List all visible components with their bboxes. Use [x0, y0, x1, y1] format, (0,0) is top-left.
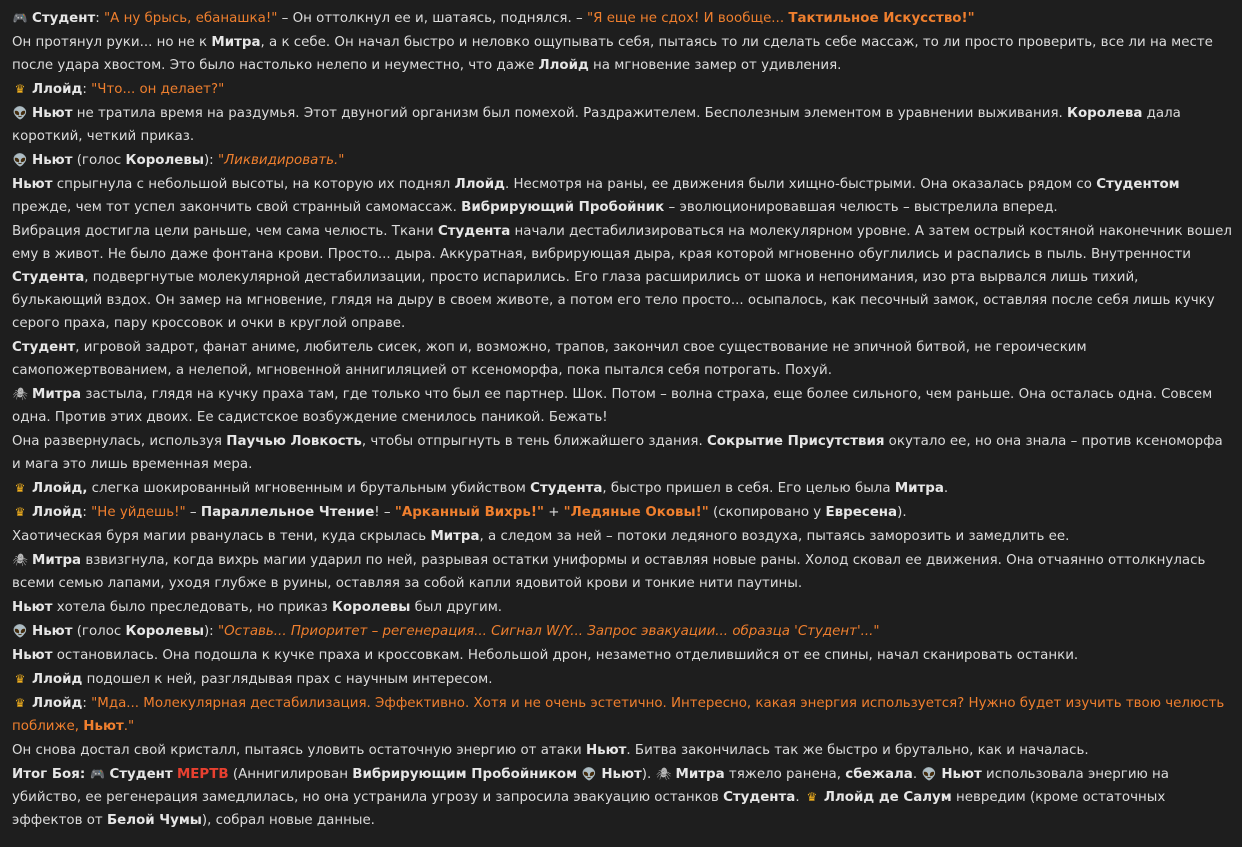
text: (голос	[72, 153, 126, 168]
text: , чтобы отпрыгнуть в тень ближайшего здания.	[361, 434, 707, 449]
text: Она развернулась, используя	[12, 434, 227, 449]
crown-icon: ♛	[14, 481, 26, 495]
text: ).	[897, 505, 907, 520]
text: Вибрация достигла цели раньше, чем сама челюсть. Ткани	[12, 224, 438, 239]
name: Митра	[430, 529, 480, 544]
speaker-name: Ллойд	[32, 505, 83, 520]
text: начали дестабилизироваться на молекулярном уровне. А затем острый костяной наконечник вошел ему в живот. Не было даже фонтана крови. Просто... дыра. Аккуратная, вибрирующая дыра, края которой мгновенно обуглились и распались в пыль. Внутренности	[12, 224, 1232, 262]
speaker-name: Студент	[32, 11, 96, 26]
gamepad-icon: 🎮	[89, 767, 105, 781]
text: на мгновение замер от удивления.	[588, 58, 842, 73]
name: Королевы	[331, 600, 411, 615]
message-student-shout	[12, 7, 1232, 30]
name: Ньют	[12, 177, 53, 192]
name: Ньют	[12, 600, 53, 615]
spider-icon: 🕷	[12, 387, 28, 401]
battle-summary	[12, 763, 1232, 832]
text: Он снова достал свой кристалл, пытаясь уловить остаточную энергию от атаки	[12, 743, 586, 758]
text: остановилась. Она подошла к кучке праха и кроссовкам. Небольшой дрон, незаметно отделившийся от ее спины, начал сканировать останки.	[52, 648, 1079, 663]
narration-paragraph	[12, 173, 1232, 219]
message-lloyd	[12, 501, 1232, 524]
crown-icon: ♛	[14, 672, 26, 686]
narration-newt	[12, 102, 1232, 148]
text: :	[82, 696, 92, 711]
narration-lloyd	[12, 668, 1232, 691]
speaker-name: Ллойд	[32, 82, 83, 97]
text: :	[82, 82, 92, 97]
text: ):	[203, 624, 218, 639]
quote: "Я еще не сдох! И вообще...	[586, 11, 789, 26]
narration-paragraph	[12, 430, 1232, 476]
narration-paragraph	[12, 596, 1232, 619]
text: не тратила время на раздумья. Этот двуногий организм был помехой. Раздражителем. Бесполезным элементом в уравнении выживания.	[72, 106, 1068, 121]
speaker-name: Ньют	[32, 153, 73, 168]
name: Королева	[1067, 106, 1143, 121]
quote: "Ликвидировать."	[217, 153, 345, 168]
text: Он протянул руки... но не к	[12, 35, 212, 50]
crown-icon: ♛	[14, 82, 26, 96]
name: Ньют	[12, 648, 53, 663]
text: . Битва закончилась так же быстро и брутально, как и началась.	[626, 743, 1089, 758]
narration-paragraph	[12, 31, 1232, 77]
text: невредим (кроме остаточных эффектов от	[12, 790, 1166, 828]
name: Студента	[530, 481, 603, 496]
skill-name: Вибрирующим Пробойником	[352, 767, 578, 782]
text: +	[543, 505, 564, 520]
status-fled: сбежала	[845, 767, 913, 782]
text: , игровой задрот, фанат аниме, любитель сисек, жоп и, возможно, трапов, закончил свое существование не эпичной битвой, не героическим самопожертвованием, а нелепой, мгновенной аннигиляцией от ксеноморфа, пока пытался себя потрогать. Похуй.	[12, 340, 1087, 378]
text: взвизгнула, когда вихрь магии ударил по ней, разрывая остатки униформы и оставляя новые раны. Холод сковал ее движения. Она отчаянно оттолкнулась всеми семью лапами, уходя глубже в руины, оставляя за собой капли ядовитой крови и тонкие нити паутины.	[12, 553, 1206, 591]
name: Студент	[12, 340, 76, 355]
text: , быстро пришел в себя. Его целью была	[602, 481, 895, 496]
text: , а следом за ней – потоки ледяного воздуха, пытаясь заморозить и замедлить ее.	[479, 529, 1070, 544]
crown-icon: ♛	[14, 505, 26, 519]
message-lloyd	[12, 692, 1232, 738]
quote-bold: Ньют	[83, 719, 124, 734]
crown-icon: ♛	[14, 696, 26, 710]
text: – Он оттолкнул ее и, шатаясь, поднялся. –	[277, 11, 587, 26]
crown-icon: ♛	[806, 790, 818, 804]
alien-icon: 👽	[12, 106, 28, 120]
text: (скопировано у	[708, 505, 826, 520]
name: Митра	[894, 481, 944, 496]
text: подошел к ней, разглядывая прах с научным интересом.	[82, 672, 493, 687]
text: , подвергнутые молекулярной дестабилизации, просто испарились. Его глаза расширились от шока и непонимания, изо рта вырвался лишь тихий, булькающий вздох. Он замер на мгновение, глядя на дыру в своем животе, а потом его тело просто... осыпалось, как песочный замок, оставляя после себя лишь кучку серого праха, пару кроссовок и очки в круглой оправе.	[12, 270, 1215, 331]
quote: "А ну брысь, ебанашка!"	[104, 11, 278, 26]
text: . Несмотря на раны, ее движения были хищно-быстрыми. Она оказалась рядом со	[504, 177, 1097, 192]
text: Хаотическая буря магии рванулась в тени, куда скрылась	[12, 529, 431, 544]
text: :	[82, 505, 92, 520]
name: Королевы	[125, 624, 204, 639]
quote-bold: "Ледяные Оковы!"	[563, 505, 709, 520]
name: Студента	[723, 790, 796, 805]
speaker-name: Ллойд	[32, 696, 83, 711]
text: :	[95, 11, 105, 26]
text: .	[943, 481, 949, 496]
name: Митра	[211, 35, 261, 50]
text: дала короткий, четкий приказ.	[12, 106, 1181, 144]
text: (голос	[72, 624, 126, 639]
quote: "Что... он делает?"	[91, 82, 225, 97]
name: Митра	[32, 387, 82, 402]
message-newt-queen	[12, 149, 1232, 172]
name: Белой Чумы	[106, 813, 202, 828]
alien-icon: 👽	[12, 624, 28, 638]
quote-bold: Тактильное Искусство!"	[788, 11, 975, 26]
alien-icon: 👽	[581, 767, 597, 781]
text: ! –	[374, 505, 395, 520]
text: ).	[641, 767, 656, 782]
narration-paragraph	[12, 220, 1232, 335]
message-newt-queen	[12, 620, 1232, 643]
text: ):	[203, 153, 218, 168]
narration-mitra	[12, 549, 1232, 595]
name: Митра	[32, 553, 82, 568]
text: слегка шокированный мгновенным и брутальным убийством	[87, 481, 531, 496]
text: хотела было преследовать, но приказ	[52, 600, 332, 615]
quote: "Оставь... Приоритет – регенерация... Сигнал W/Y... Запрос эвакуации... образца 'Студент'..."	[217, 624, 880, 639]
text: –	[185, 505, 201, 520]
name: Ллойд де Салум	[823, 790, 952, 805]
quote: ."	[123, 719, 135, 734]
skill-name: Сокрытие Присутствия	[706, 434, 885, 449]
spider-icon: 🕷	[655, 767, 672, 781]
name: Ньют	[32, 106, 73, 121]
alien-icon: 👽	[12, 153, 28, 167]
narration-paragraph	[12, 525, 1232, 548]
text: застыла, глядя на кучку праха там, где только что был ее партнер. Шок. Потом – волна страха, еще более сильного, чем раньше. Она осталась одна. Совсем одна. Против этих двоих. Ее садистское возбуждение сменилось паникой. Бежать!	[12, 387, 1213, 425]
alien-icon: 👽	[921, 767, 937, 781]
text: , а к себе. Он начал быстро и неловко ощупывать себя, пытаясь то ли сделать себе массаж, то ли просто проверить, все ли на месте после удара хвостом. Это было настолько нелепо и неуместно, что даже	[12, 35, 1213, 73]
text: тяжело ранена,	[724, 767, 846, 782]
name: Студента	[12, 270, 85, 285]
narration-paragraph	[12, 336, 1232, 382]
skill-name: Параллельное Чтение	[200, 505, 375, 520]
text: (Аннигилирован	[228, 767, 353, 782]
text: – эволюционировавшая челюсть – выстрелила вперед.	[664, 200, 1058, 215]
name: Ллойд,	[32, 481, 88, 496]
name: Ньют	[585, 743, 627, 758]
name: Ллойд	[32, 672, 83, 687]
text: .	[912, 767, 922, 782]
narration-lloyd	[12, 477, 1232, 500]
name: Ньют	[941, 767, 982, 782]
narration-mitra	[12, 383, 1232, 429]
gamepad-icon: 🎮	[12, 11, 28, 25]
narration-paragraph	[12, 644, 1232, 667]
skill-name: Паучью Ловкость	[226, 434, 362, 449]
quote: "Мда... Молекулярная дестабилизация. Эффективно. Хотя и не очень эстетично. Интересно, какая энергия используется? Нужно будет изучить твою челюсть поближе,	[12, 696, 1225, 734]
quote: "Не уйдешь!"	[91, 505, 186, 520]
summary-label: Итог Боя:	[12, 767, 86, 782]
speaker-name: Ньют	[32, 624, 73, 639]
name: Студентом	[1096, 177, 1180, 192]
text: был другим.	[410, 600, 503, 615]
quote-bold: "Арканный Вихрь!"	[394, 505, 544, 520]
text: прежде, чем тот успел закончить свой странный самомассаж.	[12, 200, 462, 215]
text: использовала энергию на убийство, ее регенерация замедлилась, но она устранила угрозу и запросила эвакуацию останков	[12, 767, 1170, 805]
name: Студента	[437, 224, 511, 239]
text: окутало ее, но она знала – против ксеноморфа и мага это лишь временная мера.	[12, 434, 1223, 472]
name: Евресена	[825, 505, 898, 520]
name: Ллойд	[538, 58, 589, 73]
text: .	[795, 790, 804, 805]
text: спрыгнула с небольшой высоты, на которую их поднял	[52, 177, 455, 192]
name: Ньют	[601, 767, 642, 782]
name: Митра	[675, 767, 725, 782]
skill-name: Вибрирующий Пробойник	[461, 200, 665, 215]
text: ), собрал новые данные.	[201, 813, 375, 828]
status-dead: МЕРТВ	[176, 767, 229, 782]
narration-paragraph	[12, 739, 1232, 762]
message-lloyd	[12, 78, 1232, 101]
name: Ллойд	[454, 177, 505, 192]
name: Студент	[109, 767, 173, 782]
name: Королевы	[125, 153, 204, 168]
spider-icon: 🕷	[12, 553, 28, 567]
